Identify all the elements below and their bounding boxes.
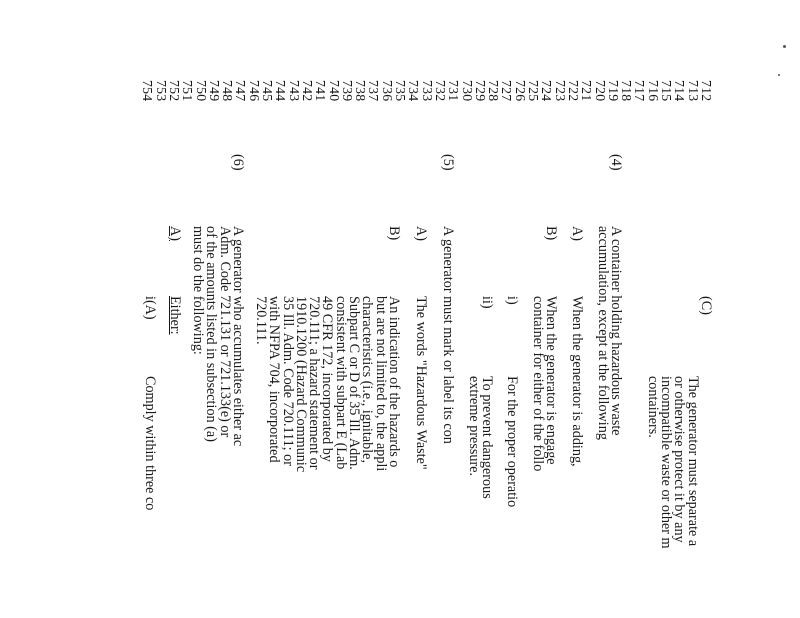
line-number: 722 bbox=[566, 80, 581, 102]
line-number: 747 bbox=[233, 80, 249, 102]
section-marker: (6) bbox=[230, 154, 246, 171]
line-number: 724 bbox=[539, 80, 555, 102]
text-line: When the generator is engage bbox=[543, 296, 559, 465]
line-number: 731 bbox=[446, 80, 462, 102]
subsection-marker: A) bbox=[569, 226, 585, 241]
line-number: 750 bbox=[193, 80, 209, 102]
line-number: 742 bbox=[300, 80, 315, 102]
line-number: 748 bbox=[220, 80, 236, 102]
text-line: 720.111. bbox=[253, 296, 269, 345]
line-number: 741 bbox=[313, 80, 329, 102]
text-line: 720.111; a hazard statement or bbox=[306, 296, 323, 470]
line-number: 752 bbox=[167, 80, 182, 102]
text-line: 35 Ill. Adm. Code 720.111; or bbox=[279, 296, 296, 466]
scan-speck bbox=[783, 45, 786, 48]
line-number: 737 bbox=[366, 80, 382, 102]
item-marker: ii) bbox=[479, 296, 495, 309]
subsection-marker: (C) bbox=[698, 296, 714, 315]
line-number: 719 bbox=[605, 80, 621, 102]
line-number: 745 bbox=[260, 80, 276, 102]
line-number: 754 bbox=[140, 80, 156, 102]
text-line: For the proper operatio bbox=[504, 376, 520, 508]
line-number: 712 bbox=[699, 80, 714, 102]
line-number: 739 bbox=[339, 80, 355, 102]
line-number: 716 bbox=[645, 80, 661, 102]
line-number: 753 bbox=[153, 80, 169, 102]
line-number: 717 bbox=[632, 80, 648, 102]
text-line: A generator who accumulates either ac bbox=[230, 226, 246, 447]
item-marker: i) bbox=[504, 296, 520, 305]
scan-speck bbox=[778, 74, 780, 76]
line-number: 744 bbox=[273, 80, 289, 102]
item-marker: i(A) bbox=[142, 296, 158, 320]
text-line: Adm. Code 721.131 or 721.133(e) or bbox=[216, 226, 233, 438]
line-number: 736 bbox=[379, 80, 395, 102]
text-line: characteristics (i.e., ignitable, bbox=[359, 296, 376, 464]
line-number: 732 bbox=[433, 80, 448, 102]
section-marker: (5) bbox=[440, 154, 456, 171]
line-number: 729 bbox=[472, 80, 488, 102]
text-line: A generator must mark or label its con bbox=[440, 226, 456, 444]
text-line: but are not limited to, the appli bbox=[372, 296, 389, 472]
line-number: 728 bbox=[486, 80, 502, 102]
line-number: 733 bbox=[419, 80, 435, 102]
line-number: 727 bbox=[499, 80, 515, 102]
text-line: A container holding hazardous waste bbox=[608, 226, 624, 436]
subsection-marker: A) bbox=[413, 226, 429, 241]
text-line: An indication of the hazards o bbox=[386, 296, 402, 468]
line-number: 725 bbox=[526, 80, 542, 102]
line-number: 726 bbox=[512, 80, 528, 102]
text-line: container for either of the follo bbox=[529, 296, 546, 472]
text-line: To prevent dangerous bbox=[479, 376, 495, 499]
line-number: 740 bbox=[326, 80, 342, 102]
line-number: 738 bbox=[353, 80, 369, 102]
text-line: 49 CFR 172, incorporated by bbox=[319, 296, 336, 462]
subsection-marker: B) bbox=[386, 226, 402, 241]
text-line: accumulation, except at the following bbox=[594, 226, 611, 440]
text-line: consistent with subpart E (Lab bbox=[332, 296, 349, 470]
line-number: 714 bbox=[672, 80, 688, 102]
line-number: 718 bbox=[619, 80, 635, 102]
text-line: Subpart C or D of 35 Ill. Adm. bbox=[346, 296, 363, 470]
line-number: 735 bbox=[393, 80, 409, 102]
line-number: 734 bbox=[406, 80, 422, 102]
text-line: with NFPA 704, incorporated bbox=[266, 296, 283, 463]
line-number: 713 bbox=[685, 80, 701, 102]
text-line: The generator must separate a bbox=[684, 376, 701, 547]
text-line: Comply within three co bbox=[142, 376, 158, 511]
text-line: containers. bbox=[644, 376, 661, 438]
text-line: of the amounts listed in subsection (a) bbox=[203, 226, 220, 442]
line-number: 746 bbox=[246, 80, 262, 102]
text-line: When the generator is adding, bbox=[569, 296, 585, 467]
line-number: 743 bbox=[286, 80, 302, 102]
subsection-marker: A) bbox=[167, 226, 183, 241]
text-line: incompatible waste or other m bbox=[658, 376, 675, 549]
text-line: or otherwise protect it by any bbox=[671, 376, 688, 543]
text-line: Either: bbox=[167, 296, 183, 335]
line-number: 715 bbox=[659, 80, 675, 102]
line-number: 721 bbox=[579, 80, 595, 102]
line-number: 720 bbox=[592, 80, 608, 102]
subsection-marker: B) bbox=[543, 226, 559, 241]
section-marker: (4) bbox=[608, 154, 624, 171]
line-number: 749 bbox=[206, 80, 222, 102]
line-number: 723 bbox=[552, 80, 568, 102]
text-line: The words "Hazardous Waste" bbox=[413, 296, 429, 470]
line-number: 730 bbox=[459, 80, 475, 102]
text-line: 1910.1200 (Hazard Communic bbox=[292, 296, 309, 473]
text-line: extreme pressure. bbox=[465, 376, 482, 477]
text-line: must do the following: bbox=[190, 226, 207, 355]
line-number: 751 bbox=[180, 80, 196, 102]
